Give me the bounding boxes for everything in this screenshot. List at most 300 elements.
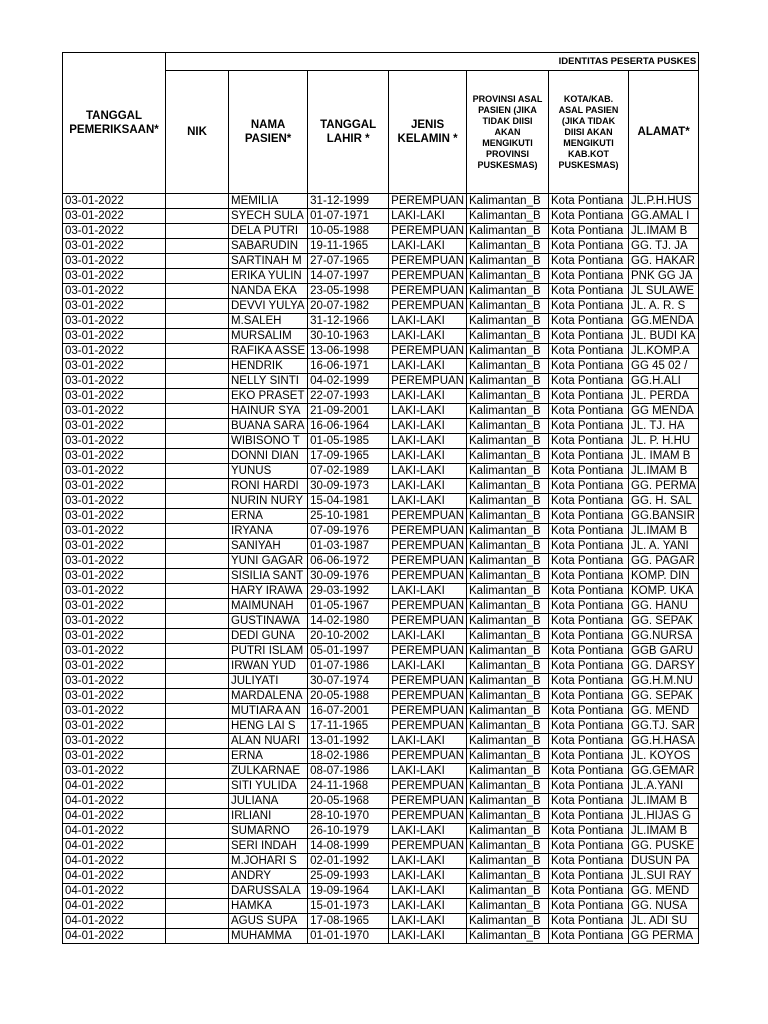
cell-nama-pasien[interactable]: JULIYATI	[229, 674, 308, 689]
cell-tanggal-pemeriksaan[interactable]: 03-01-2022	[63, 359, 166, 374]
cell-tanggal-lahir[interactable]: 17-08-1965	[308, 914, 389, 929]
cell-jenis-kelamin[interactable]: PEREMPUAN	[389, 554, 467, 569]
cell-kota[interactable]: Kota Pontiana	[549, 539, 629, 554]
table-row[interactable]	[63, 584, 699, 599]
cell-tanggal-lahir[interactable]: 23-05-1998	[308, 284, 389, 299]
cell-tanggal-pemeriksaan[interactable]: 03-01-2022	[63, 644, 166, 659]
cell-alamat[interactable]: GG. H. SAL	[629, 494, 699, 509]
cell-nama-pasien[interactable]: NANDA EKA	[229, 284, 308, 299]
table-row[interactable]	[63, 254, 699, 269]
cell-nik[interactable]	[166, 614, 229, 629]
table-row[interactable]	[63, 404, 699, 419]
cell-jenis-kelamin[interactable]: PEREMPUAN	[389, 509, 467, 524]
cell-alamat[interactable]: KOMP. UKA	[629, 584, 699, 599]
cell-provinsi[interactable]: Kalimantan_B	[467, 659, 549, 674]
cell-tanggal-pemeriksaan[interactable]: 04-01-2022	[63, 929, 166, 944]
cell-tanggal-lahir[interactable]: 01-01-1970	[308, 929, 389, 944]
cell-nik[interactable]	[166, 674, 229, 689]
cell-nik[interactable]	[166, 494, 229, 509]
cell-tanggal-lahir[interactable]: 30-09-1973	[308, 479, 389, 494]
cell-kota[interactable]: Kota Pontiana	[549, 704, 629, 719]
cell-tanggal-lahir[interactable]: 05-01-1997	[308, 644, 389, 659]
cell-kota[interactable]: Kota Pontiana	[549, 269, 629, 284]
cell-kota[interactable]: Kota Pontiana	[549, 749, 629, 764]
cell-nama-pasien[interactable]: SABARUDIN	[229, 239, 308, 254]
table-row[interactable]	[63, 929, 699, 944]
cell-kota[interactable]: Kota Pontiana	[549, 509, 629, 524]
cell-kota[interactable]: Kota Pontiana	[549, 869, 629, 884]
cell-tanggal-pemeriksaan[interactable]: 03-01-2022	[63, 764, 166, 779]
cell-kota[interactable]: Kota Pontiana	[549, 899, 629, 914]
table-row[interactable]	[63, 239, 699, 254]
table-row[interactable]	[63, 614, 699, 629]
cell-provinsi[interactable]: Kalimantan_B	[467, 629, 549, 644]
cell-nik[interactable]	[166, 854, 229, 869]
table-row[interactable]	[63, 269, 699, 284]
cell-nama-pasien[interactable]: GUSTINAWA	[229, 614, 308, 629]
cell-jenis-kelamin[interactable]: PEREMPUAN	[389, 284, 467, 299]
cell-nik[interactable]	[166, 194, 229, 209]
cell-nik[interactable]	[166, 599, 229, 614]
cell-nik[interactable]	[166, 434, 229, 449]
cell-nik[interactable]	[166, 284, 229, 299]
cell-tanggal-pemeriksaan[interactable]: 03-01-2022	[63, 539, 166, 554]
cell-tanggal-lahir[interactable]: 08-07-1986	[308, 764, 389, 779]
cell-kota[interactable]: Kota Pontiana	[549, 659, 629, 674]
cell-kota[interactable]: Kota Pontiana	[549, 614, 629, 629]
cell-jenis-kelamin[interactable]: PEREMPUAN	[389, 374, 467, 389]
table-row[interactable]	[63, 509, 699, 524]
table-row[interactable]	[63, 854, 699, 869]
cell-jenis-kelamin[interactable]: LAKI-LAKI	[389, 449, 467, 464]
cell-jenis-kelamin[interactable]: PEREMPUAN	[389, 719, 467, 734]
table-row[interactable]	[63, 299, 699, 314]
table-row[interactable]	[63, 494, 699, 509]
table-row[interactable]	[63, 644, 699, 659]
cell-kota[interactable]: Kota Pontiana	[549, 794, 629, 809]
cell-jenis-kelamin[interactable]: PEREMPUAN	[389, 269, 467, 284]
table-row[interactable]	[63, 554, 699, 569]
cell-nik[interactable]	[166, 824, 229, 839]
cell-alamat[interactable]: DUSUN PA	[629, 854, 699, 869]
cell-kota[interactable]: Kota Pontiana	[549, 599, 629, 614]
cell-kota[interactable]: Kota Pontiana	[549, 479, 629, 494]
cell-jenis-kelamin[interactable]: LAKI-LAKI	[389, 659, 467, 674]
cell-nama-pasien[interactable]: RONI HARDI	[229, 479, 308, 494]
cell-tanggal-lahir[interactable]: 01-05-1967	[308, 599, 389, 614]
cell-nama-pasien[interactable]: ZULKARNAE	[229, 764, 308, 779]
cell-provinsi[interactable]: Kalimantan_B	[467, 854, 549, 869]
cell-jenis-kelamin[interactable]: PEREMPUAN	[389, 524, 467, 539]
cell-jenis-kelamin[interactable]: PEREMPUAN	[389, 299, 467, 314]
header-tanggal-lahir[interactable]: TANGGAL LAHIR *	[308, 71, 389, 194]
cell-kota[interactable]: Kota Pontiana	[549, 914, 629, 929]
cell-alamat[interactable]: JL.A.YANI	[629, 779, 699, 794]
cell-provinsi[interactable]: Kalimantan_B	[467, 644, 549, 659]
cell-jenis-kelamin[interactable]: PEREMPUAN	[389, 194, 467, 209]
cell-jenis-kelamin[interactable]: PEREMPUAN	[389, 614, 467, 629]
cell-nama-pasien[interactable]: YUNI GAGAR	[229, 554, 308, 569]
cell-tanggal-pemeriksaan[interactable]: 03-01-2022	[63, 404, 166, 419]
cell-provinsi[interactable]: Kalimantan_B	[467, 704, 549, 719]
cell-nama-pasien[interactable]: HENDRIK	[229, 359, 308, 374]
cell-nama-pasien[interactable]: ERIKA YULIN	[229, 269, 308, 284]
cell-tanggal-pemeriksaan[interactable]: 04-01-2022	[63, 884, 166, 899]
table-row[interactable]	[63, 659, 699, 674]
cell-kota[interactable]: Kota Pontiana	[549, 209, 629, 224]
cell-nik[interactable]	[166, 734, 229, 749]
cell-kota[interactable]: Kota Pontiana	[549, 809, 629, 824]
cell-tanggal-lahir[interactable]: 31-12-1966	[308, 314, 389, 329]
cell-alamat[interactable]: KOMP. DIN	[629, 569, 699, 584]
cell-kota[interactable]: Kota Pontiana	[549, 644, 629, 659]
cell-kota[interactable]: Kota Pontiana	[549, 824, 629, 839]
cell-alamat[interactable]: JL. TJ. HA	[629, 419, 699, 434]
cell-provinsi[interactable]: Kalimantan_B	[467, 794, 549, 809]
cell-nama-pasien[interactable]: PUTRI ISLAM	[229, 644, 308, 659]
cell-alamat[interactable]: JL. ADI SU	[629, 914, 699, 929]
table-row[interactable]	[63, 389, 699, 404]
cell-nik[interactable]	[166, 464, 229, 479]
cell-alamat[interactable]: JL.IMAM B	[629, 794, 699, 809]
cell-provinsi[interactable]: Kalimantan_B	[467, 734, 549, 749]
cell-alamat[interactable]: GG. MEND	[629, 704, 699, 719]
cell-tanggal-pemeriksaan[interactable]: 04-01-2022	[63, 824, 166, 839]
cell-tanggal-lahir[interactable]: 24-11-1968	[308, 779, 389, 794]
cell-provinsi[interactable]: Kalimantan_B	[467, 719, 549, 734]
table-row[interactable]	[63, 839, 699, 854]
cell-provinsi[interactable]: Kalimantan_B	[467, 569, 549, 584]
cell-nama-pasien[interactable]: DEDI GUNA	[229, 629, 308, 644]
cell-tanggal-lahir[interactable]: 16-06-1971	[308, 359, 389, 374]
cell-alamat[interactable]: GG.H.HASA	[629, 734, 699, 749]
table-row[interactable]	[63, 314, 699, 329]
cell-jenis-kelamin[interactable]: LAKI-LAKI	[389, 734, 467, 749]
cell-provinsi[interactable]: Kalimantan_B	[467, 674, 549, 689]
cell-nik[interactable]	[166, 914, 229, 929]
cell-nama-pasien[interactable]: ERNA	[229, 509, 308, 524]
cell-nama-pasien[interactable]: MARDALENA	[229, 689, 308, 704]
cell-jenis-kelamin[interactable]: LAKI-LAKI	[389, 494, 467, 509]
cell-tanggal-lahir[interactable]: 25-09-1993	[308, 869, 389, 884]
cell-nik[interactable]	[166, 794, 229, 809]
cell-tanggal-pemeriksaan[interactable]: 03-01-2022	[63, 569, 166, 584]
cell-jenis-kelamin[interactable]: PEREMPUAN	[389, 539, 467, 554]
header-nik[interactable]: NIK	[166, 71, 229, 194]
cell-tanggal-pemeriksaan[interactable]: 03-01-2022	[63, 599, 166, 614]
cell-tanggal-lahir[interactable]: 31-12-1999	[308, 194, 389, 209]
cell-jenis-kelamin[interactable]: LAKI-LAKI	[389, 629, 467, 644]
table-row[interactable]	[63, 824, 699, 839]
cell-tanggal-lahir[interactable]: 15-04-1981	[308, 494, 389, 509]
cell-kota[interactable]: Kota Pontiana	[549, 434, 629, 449]
cell-nik[interactable]	[166, 254, 229, 269]
cell-nama-pasien[interactable]: RAFIKA ASSE	[229, 344, 308, 359]
cell-kota[interactable]: Kota Pontiana	[549, 359, 629, 374]
cell-kota[interactable]: Kota Pontiana	[549, 629, 629, 644]
cell-tanggal-pemeriksaan[interactable]: 03-01-2022	[63, 224, 166, 239]
cell-tanggal-lahir[interactable]: 28-10-1970	[308, 809, 389, 824]
cell-tanggal-lahir[interactable]: 13-06-1998	[308, 344, 389, 359]
cell-nama-pasien[interactable]: JULIANA	[229, 794, 308, 809]
cell-tanggal-pemeriksaan[interactable]: 03-01-2022	[63, 209, 166, 224]
cell-jenis-kelamin[interactable]: LAKI-LAKI	[389, 419, 467, 434]
cell-kota[interactable]: Kota Pontiana	[549, 524, 629, 539]
cell-nik[interactable]	[166, 239, 229, 254]
cell-alamat[interactable]: GG PERMA	[629, 929, 699, 944]
cell-nama-pasien[interactable]: DEVVI YULYA	[229, 299, 308, 314]
cell-tanggal-lahir[interactable]: 29-03-1992	[308, 584, 389, 599]
cell-kota[interactable]: Kota Pontiana	[549, 419, 629, 434]
cell-alamat[interactable]: PNK GG JA	[629, 269, 699, 284]
cell-tanggal-pemeriksaan[interactable]: 03-01-2022	[63, 194, 166, 209]
cell-nik[interactable]	[166, 764, 229, 779]
cell-alamat[interactable]: GG.MENDA	[629, 314, 699, 329]
cell-jenis-kelamin[interactable]: LAKI-LAKI	[389, 869, 467, 884]
cell-provinsi[interactable]: Kalimantan_B	[467, 419, 549, 434]
cell-provinsi[interactable]: Kalimantan_B	[467, 314, 549, 329]
cell-provinsi[interactable]: Kalimantan_B	[467, 509, 549, 524]
cell-nama-pasien[interactable]: M.SALEH	[229, 314, 308, 329]
cell-provinsi[interactable]: Kalimantan_B	[467, 524, 549, 539]
cell-tanggal-lahir[interactable]: 30-10-1963	[308, 329, 389, 344]
table-row[interactable]	[63, 599, 699, 614]
cell-alamat[interactable]: GG.AMAL I	[629, 209, 699, 224]
table-row[interactable]	[63, 899, 699, 914]
cell-tanggal-lahir[interactable]: 13-01-1992	[308, 734, 389, 749]
cell-kota[interactable]: Kota Pontiana	[549, 404, 629, 419]
cell-tanggal-lahir[interactable]: 17-11-1965	[308, 719, 389, 734]
cell-nama-pasien[interactable]: DARUSSALA	[229, 884, 308, 899]
cell-tanggal-lahir[interactable]: 25-10-1981	[308, 509, 389, 524]
cell-tanggal-lahir[interactable]: 01-03-1987	[308, 539, 389, 554]
cell-kota[interactable]: Kota Pontiana	[549, 569, 629, 584]
cell-kota[interactable]: Kota Pontiana	[549, 284, 629, 299]
cell-provinsi[interactable]: Kalimantan_B	[467, 689, 549, 704]
cell-nik[interactable]	[166, 584, 229, 599]
cell-jenis-kelamin[interactable]: LAKI-LAKI	[389, 824, 467, 839]
cell-provinsi[interactable]: Kalimantan_B	[467, 809, 549, 824]
cell-jenis-kelamin[interactable]: PEREMPUAN	[389, 224, 467, 239]
cell-nik[interactable]	[166, 524, 229, 539]
cell-alamat[interactable]: JL.KOMP.A	[629, 344, 699, 359]
cell-tanggal-pemeriksaan[interactable]: 04-01-2022	[63, 839, 166, 854]
header-jenis-kelamin[interactable]: JENIS KELAMIN *	[389, 71, 467, 194]
cell-nik[interactable]	[166, 449, 229, 464]
cell-provinsi[interactable]: Kalimantan_B	[467, 749, 549, 764]
cell-provinsi[interactable]: Kalimantan_B	[467, 269, 549, 284]
table-row[interactable]	[63, 479, 699, 494]
cell-nik[interactable]	[166, 629, 229, 644]
cell-nama-pasien[interactable]: NELLY SINTI	[229, 374, 308, 389]
cell-tanggal-lahir[interactable]: 20-05-1968	[308, 794, 389, 809]
cell-jenis-kelamin[interactable]: LAKI-LAKI	[389, 314, 467, 329]
cell-tanggal-lahir[interactable]: 19-09-1964	[308, 884, 389, 899]
table-row[interactable]	[63, 884, 699, 899]
cell-tanggal-lahir[interactable]: 10-05-1988	[308, 224, 389, 239]
cell-tanggal-pemeriksaan[interactable]: 04-01-2022	[63, 809, 166, 824]
cell-jenis-kelamin[interactable]: LAKI-LAKI	[389, 884, 467, 899]
cell-provinsi[interactable]: Kalimantan_B	[467, 899, 549, 914]
cell-nik[interactable]	[166, 269, 229, 284]
table-row[interactable]	[63, 704, 699, 719]
cell-jenis-kelamin[interactable]: PEREMPUAN	[389, 794, 467, 809]
cell-provinsi[interactable]: Kalimantan_B	[467, 359, 549, 374]
cell-nama-pasien[interactable]: ERNA	[229, 749, 308, 764]
cell-alamat[interactable]: GG. SEPAK	[629, 689, 699, 704]
cell-tanggal-lahir[interactable]: 07-09-1976	[308, 524, 389, 539]
cell-tanggal-pemeriksaan[interactable]: 03-01-2022	[63, 689, 166, 704]
cell-tanggal-pemeriksaan[interactable]: 03-01-2022	[63, 734, 166, 749]
cell-tanggal-lahir[interactable]: 07-02-1989	[308, 464, 389, 479]
table-row[interactable]	[63, 344, 699, 359]
cell-alamat[interactable]: GG.GEMAR	[629, 764, 699, 779]
cell-tanggal-pemeriksaan[interactable]: 03-01-2022	[63, 659, 166, 674]
cell-kota[interactable]: Kota Pontiana	[549, 464, 629, 479]
cell-jenis-kelamin[interactable]: LAKI-LAKI	[389, 209, 467, 224]
header-tanggal-pemeriksaan[interactable]: TANGGAL PEMERIKSAAN*	[63, 53, 166, 194]
cell-nik[interactable]	[166, 344, 229, 359]
header-kota[interactable]: KOTA/KAB. ASAL PASIEN (JIKA TIDAK DIISI AKAN MENGIKUTI KAB.KOT PUSKESMAS)	[549, 71, 629, 194]
cell-nik[interactable]	[166, 779, 229, 794]
cell-provinsi[interactable]: Kalimantan_B	[467, 284, 549, 299]
cell-nik[interactable]	[166, 224, 229, 239]
cell-tanggal-pemeriksaan[interactable]: 04-01-2022	[63, 869, 166, 884]
cell-provinsi[interactable]: Kalimantan_B	[467, 224, 549, 239]
cell-nik[interactable]	[166, 884, 229, 899]
cell-nik[interactable]	[166, 569, 229, 584]
cell-jenis-kelamin[interactable]: PEREMPUAN	[389, 704, 467, 719]
table-row[interactable]	[63, 284, 699, 299]
cell-jenis-kelamin[interactable]: LAKI-LAKI	[389, 764, 467, 779]
cell-tanggal-pemeriksaan[interactable]: 04-01-2022	[63, 854, 166, 869]
cell-kota[interactable]: Kota Pontiana	[549, 299, 629, 314]
cell-provinsi[interactable]: Kalimantan_B	[467, 479, 549, 494]
cell-nama-pasien[interactable]: DELA PUTRI	[229, 224, 308, 239]
cell-nama-pasien[interactable]: YUNUS	[229, 464, 308, 479]
cell-kota[interactable]: Kota Pontiana	[549, 344, 629, 359]
table-row[interactable]	[63, 434, 699, 449]
cell-provinsi[interactable]: Kalimantan_B	[467, 254, 549, 269]
cell-nama-pasien[interactable]: BUANA SARA	[229, 419, 308, 434]
table-row[interactable]	[63, 749, 699, 764]
cell-alamat[interactable]: GG. TJ. JA	[629, 239, 699, 254]
cell-alamat[interactable]: GG. HANU	[629, 599, 699, 614]
cell-tanggal-lahir[interactable]: 01-07-1986	[308, 659, 389, 674]
table-row[interactable]	[63, 209, 699, 224]
cell-tanggal-lahir[interactable]: 20-05-1988	[308, 689, 389, 704]
cell-nik[interactable]	[166, 869, 229, 884]
cell-jenis-kelamin[interactable]: LAKI-LAKI	[389, 464, 467, 479]
cell-alamat[interactable]: JL. A. YANI	[629, 539, 699, 554]
cell-tanggal-pemeriksaan[interactable]: 03-01-2022	[63, 344, 166, 359]
table-row[interactable]	[63, 464, 699, 479]
cell-jenis-kelamin[interactable]: PEREMPUAN	[389, 644, 467, 659]
cell-tanggal-pemeriksaan[interactable]: 03-01-2022	[63, 374, 166, 389]
cell-nama-pasien[interactable]: SARTINAH M	[229, 254, 308, 269]
cell-tanggal-pemeriksaan[interactable]: 04-01-2022	[63, 899, 166, 914]
cell-provinsi[interactable]: Kalimantan_B	[467, 914, 549, 929]
cell-provinsi[interactable]: Kalimantan_B	[467, 614, 549, 629]
cell-tanggal-pemeriksaan[interactable]: 03-01-2022	[63, 614, 166, 629]
cell-jenis-kelamin[interactable]: LAKI-LAKI	[389, 929, 467, 944]
cell-tanggal-pemeriksaan[interactable]: 03-01-2022	[63, 329, 166, 344]
cell-kota[interactable]: Kota Pontiana	[549, 854, 629, 869]
cell-kota[interactable]: Kota Pontiana	[549, 929, 629, 944]
cell-kota[interactable]: Kota Pontiana	[549, 374, 629, 389]
cell-nik[interactable]	[166, 479, 229, 494]
header-identitas-group[interactable]: IDENTITAS PESERTA PUSKES	[166, 53, 699, 71]
cell-tanggal-pemeriksaan[interactable]: 03-01-2022	[63, 314, 166, 329]
cell-jenis-kelamin[interactable]: LAKI-LAKI	[389, 584, 467, 599]
cell-nama-pasien[interactable]: NURIN NURY	[229, 494, 308, 509]
cell-tanggal-pemeriksaan[interactable]: 03-01-2022	[63, 554, 166, 569]
cell-jenis-kelamin[interactable]: PEREMPUAN	[389, 569, 467, 584]
cell-alamat[interactable]: JL.IMAM B	[629, 224, 699, 239]
cell-tanggal-pemeriksaan[interactable]: 04-01-2022	[63, 779, 166, 794]
cell-jenis-kelamin[interactable]: LAKI-LAKI	[389, 359, 467, 374]
cell-provinsi[interactable]: Kalimantan_B	[467, 539, 549, 554]
cell-provinsi[interactable]: Kalimantan_B	[467, 554, 549, 569]
cell-nik[interactable]	[166, 209, 229, 224]
cell-nik[interactable]	[166, 719, 229, 734]
cell-nama-pasien[interactable]: AGUS SUPA	[229, 914, 308, 929]
cell-nik[interactable]	[166, 509, 229, 524]
cell-nama-pasien[interactable]: IRLIANI	[229, 809, 308, 824]
cell-nik[interactable]	[166, 659, 229, 674]
table-row[interactable]	[63, 194, 699, 209]
header-alamat[interactable]: ALAMAT*	[629, 71, 699, 194]
cell-jenis-kelamin[interactable]: LAKI-LAKI	[389, 434, 467, 449]
cell-provinsi[interactable]: Kalimantan_B	[467, 929, 549, 944]
cell-kota[interactable]: Kota Pontiana	[549, 329, 629, 344]
cell-nik[interactable]	[166, 644, 229, 659]
cell-tanggal-pemeriksaan[interactable]: 03-01-2022	[63, 419, 166, 434]
cell-tanggal-pemeriksaan[interactable]: 03-01-2022	[63, 269, 166, 284]
cell-jenis-kelamin[interactable]: LAKI-LAKI	[389, 479, 467, 494]
cell-jenis-kelamin[interactable]: LAKI-LAKI	[389, 239, 467, 254]
cell-provinsi[interactable]: Kalimantan_B	[467, 779, 549, 794]
cell-kota[interactable]: Kota Pontiana	[549, 389, 629, 404]
cell-kota[interactable]: Kota Pontiana	[549, 584, 629, 599]
table-row[interactable]	[63, 689, 699, 704]
cell-tanggal-lahir[interactable]: 30-07-1974	[308, 674, 389, 689]
cell-tanggal-lahir[interactable]: 15-01-1973	[308, 899, 389, 914]
cell-alamat[interactable]: GG. NUSA	[629, 899, 699, 914]
cell-tanggal-pemeriksaan[interactable]: 03-01-2022	[63, 389, 166, 404]
cell-kota[interactable]: Kota Pontiana	[549, 779, 629, 794]
cell-kota[interactable]: Kota Pontiana	[549, 194, 629, 209]
cell-nama-pasien[interactable]: HAMKA	[229, 899, 308, 914]
table-row[interactable]	[63, 779, 699, 794]
cell-tanggal-lahir[interactable]: 04-02-1999	[308, 374, 389, 389]
cell-nik[interactable]	[166, 749, 229, 764]
cell-tanggal-lahir[interactable]: 16-07-2001	[308, 704, 389, 719]
cell-alamat[interactable]: GG. PAGAR	[629, 554, 699, 569]
cell-provinsi[interactable]: Kalimantan_B	[467, 329, 549, 344]
cell-alamat[interactable]: JL.IMAM B	[629, 824, 699, 839]
header-nama-pasien[interactable]: NAMA PASIEN*	[229, 71, 308, 194]
cell-jenis-kelamin[interactable]: LAKI-LAKI	[389, 404, 467, 419]
table-row[interactable]	[63, 539, 699, 554]
cell-jenis-kelamin[interactable]: PEREMPUAN	[389, 749, 467, 764]
cell-nik[interactable]	[166, 899, 229, 914]
cell-nama-pasien[interactable]: MEMILIA	[229, 194, 308, 209]
cell-jenis-kelamin[interactable]: LAKI-LAKI	[389, 914, 467, 929]
cell-alamat[interactable]: GGB GARU	[629, 644, 699, 659]
cell-tanggal-pemeriksaan[interactable]: 03-01-2022	[63, 434, 166, 449]
header-provinsi[interactable]: PROVINSI ASAL PASIEN (JIKA TIDAK DIISI AKAN MENGIKUTI PROVINSI PUSKESMAS)	[467, 71, 549, 194]
